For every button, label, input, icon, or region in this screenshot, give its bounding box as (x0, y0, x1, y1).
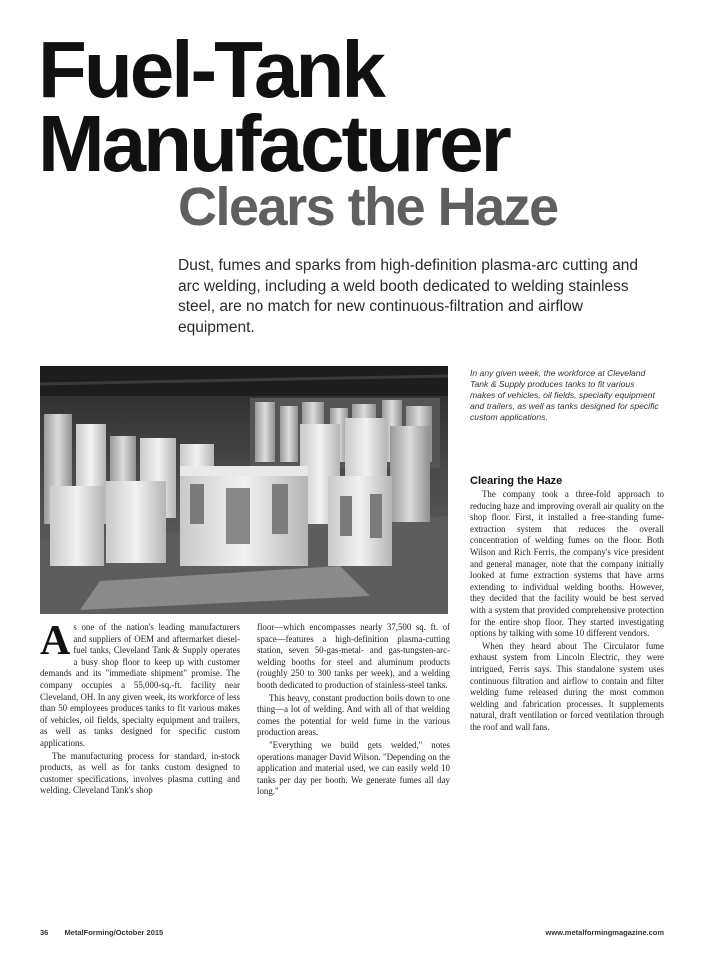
article-paragraph: The manufacturing process for standard, in-stock products, as well as for tanks custom designed to customer specifications, involves plasma cutting and welding. Cleveland Tank's shop (40, 750, 240, 796)
footer-left (40, 928, 163, 937)
publication-name: MetalForming/October 2015 (64, 928, 164, 937)
article-paragraph: floor—which encompasses nearly 37,500 sq. ft. of space—features a high-definition plasma-cutting station, seven 50-gas-metal- and gas-tungsten-arc-welding booths for steel and aluminum products (roughly 250 to 300 tanks per week), and a welding booth dedicated to production of stainless-steel tanks. (257, 622, 450, 690)
article-column-1 (40, 618, 240, 798)
headline-line-2: Manufacturer (38, 99, 509, 188)
article-column-2 (257, 622, 450, 799)
article-column-3 (470, 474, 664, 734)
article-paragraph: When they heard about The Circulator fume exhaust system from Lincoln Electric, they were intrigued, Ferris says. This standalone system uses continuous filtration and airflow to contain and filter welding fume released during the most common welding and fabrication processes. It supplements natural, draft ventilation or forced ventilation through the roof and wall fans. (470, 640, 664, 732)
article-paragraph (40, 618, 240, 750)
paragraph-text: s one of the nation's leading manufacturers and suppliers of OEM and aftermarket diesel-fuel tanks, Cleveland Tank & Supply operates a busy shop floor to keep up with customer demands and its "immediate shipment" promise. The company occupies a 55,000-sq.-ft. facility near Cleveland, OH. In any given week, its workforce of less than 50 employees produces tanks to fit various makes of vehicles, oil fields, specialty equipment and trailers, as well as tanks designed for specific custom applications. (40, 622, 240, 748)
drop-cap: A (40, 618, 71, 664)
photo-caption: In any given week, the workforce at Cleveland Tank & Supply produces tanks to fit various makes of vehicles, oil fields, specialty equipment and trailers, as well as tanks designed for specific custom applications. (470, 368, 659, 422)
website-url: www.metalformingmagazine.com (545, 928, 664, 937)
shop-floor-photo (40, 366, 448, 614)
page-number: 36 (40, 928, 49, 937)
section-subhead: Clearing the Haze (470, 475, 563, 487)
headline-line-1: Fuel-Tank (38, 25, 383, 114)
article-paragraph: This heavy, constant production boils down to one thing—a lot of welding. And with all of that welding comes the potential for weld fume in the various production areas. (257, 692, 450, 738)
headline-line-3: Clears the Haze (178, 177, 558, 237)
article-paragraph: The company took a three-fold approach to reducing haze and improving overall air quality on the shop floor. First, it installed a free-standing fume-extraction system that reduces the overall concentration of welding fumes on the floor. Both Wilson and Rich Ferris, the company's vice president and general manager, note that the company initially looked at fume extraction systems that have arms extending to individual welding booths. However, they decided that the facility would be best served with a system that provided comprehensive protection for the entire shop floor. They started investigating options by talking with some 10 different vendors. (470, 489, 664, 639)
article-paragraph: "Everything we build gets welded," notes operations manager David Wilson. "Depending on the application and material used, we can easily weld 10 tanks per day per booth. We generate fumes all day long." (257, 739, 450, 797)
article-deck: Dust, fumes and sparks from high-definition plasma-arc cutting and arc welding, including a weld booth dedicated to welding stainless steel, are no match for new continuous-filtration and airflow equipment. (178, 257, 639, 336)
page-footer (40, 928, 664, 940)
